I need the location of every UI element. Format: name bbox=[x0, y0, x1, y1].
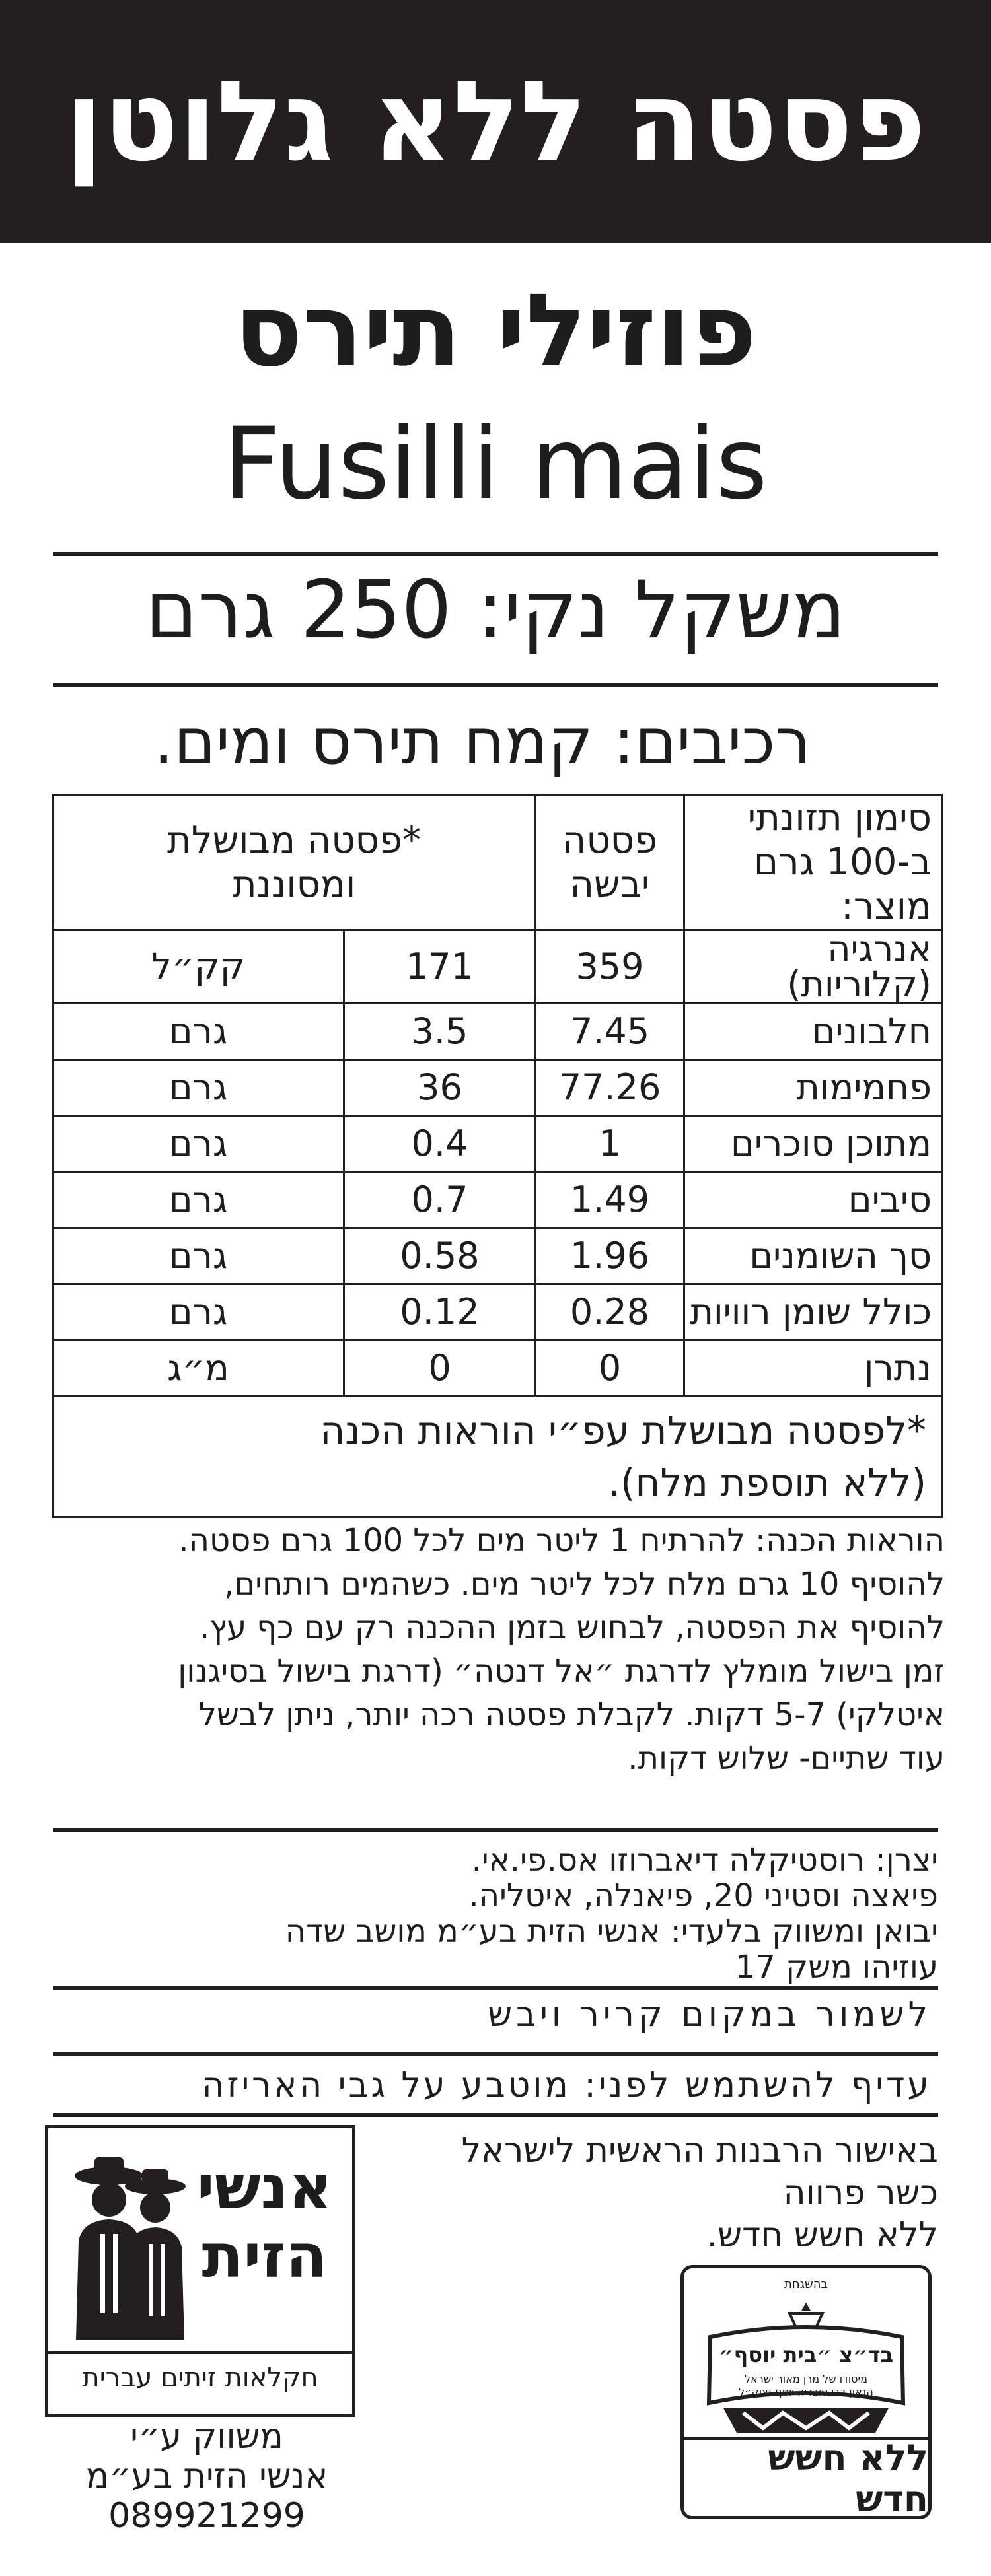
logo-name bbox=[190, 2153, 339, 2291]
divider bbox=[53, 683, 938, 687]
marketer-info bbox=[52, 2417, 362, 2536]
dry-value: 77.26 bbox=[536, 1059, 684, 1115]
seal-name: בד״צ ״בית יוסף״ bbox=[718, 2342, 894, 2367]
unit: גרם bbox=[53, 1284, 344, 1340]
nutrient-label: אנרגיה (קלוריות) bbox=[684, 930, 942, 1003]
unit: גרם bbox=[53, 1115, 344, 1171]
logo-divider bbox=[48, 2351, 352, 2354]
divider bbox=[53, 2113, 938, 2117]
unit: גרם bbox=[53, 1171, 344, 1228]
product-name-hebrew: פוזילי תירס bbox=[234, 272, 757, 389]
producer-line: יצרן: רוסטיקלה דיאברוזו אס.פי.אי. bbox=[471, 1842, 938, 1879]
header-label-line2: ב-100 גרם מוצר: bbox=[753, 841, 932, 928]
marketer-phone: 089921299 bbox=[108, 2496, 305, 2536]
marketer-line: משווק ע״י bbox=[130, 2417, 283, 2456]
seal-crown-icon bbox=[697, 2297, 915, 2439]
cooked-value: 0.12 bbox=[344, 1284, 536, 1340]
unit: גרם bbox=[53, 1059, 344, 1115]
kashrut-info bbox=[357, 2130, 938, 2256]
dry-value: 0.28 bbox=[536, 1284, 684, 1340]
kashrut-seal bbox=[680, 2265, 932, 2519]
unit: מ״ג bbox=[53, 1340, 344, 1396]
dry-value: 1.49 bbox=[536, 1171, 684, 1228]
prep-line: הוראות הכנה: להרתיח 1 ליטר מים לכל 100 גרם פסטה. bbox=[178, 1522, 945, 1559]
dry-value: 7.45 bbox=[536, 1003, 684, 1059]
footnote-line2: (ללא תוספת מלח). bbox=[608, 1459, 926, 1505]
nutrition-header-cooked bbox=[53, 795, 536, 930]
producer-line: פיאצה וסטיני 20, פיאנלה, איטליה. bbox=[468, 1877, 938, 1914]
dry-value: 359 bbox=[536, 930, 684, 1003]
logo-name-line2: הזית bbox=[202, 2221, 328, 2291]
nutrition-row bbox=[53, 1003, 942, 1059]
prep-line: להוסיף את הפסטה, לבחוש בזמן ההכנה רק עם כף עץ. bbox=[199, 1609, 945, 1646]
kashrut-line: ללא חשש חדש. bbox=[706, 2215, 938, 2255]
seal-subtitle bbox=[684, 2373, 928, 2399]
divider bbox=[53, 1828, 938, 1832]
unit: קק״ל bbox=[53, 930, 344, 1003]
divider bbox=[53, 1986, 938, 1990]
nutrition-header-row bbox=[53, 795, 942, 930]
ingredients: רכיבים: קמח תירס ומים. bbox=[153, 705, 811, 779]
nutrition-row bbox=[53, 1284, 942, 1340]
seal-sub-line1: מיסודו של מרן מאור ישראל bbox=[745, 2373, 867, 2385]
nutrient-label: פחמימות bbox=[684, 1059, 942, 1115]
nutrition-row bbox=[53, 1171, 942, 1228]
kashrut-line: כשר פרווה bbox=[783, 2173, 938, 2213]
nutrient-label: מתוכן סוכרים bbox=[684, 1115, 942, 1171]
nutrition-header-label bbox=[684, 795, 942, 930]
dry-value: 1 bbox=[536, 1115, 684, 1171]
net-weight: משקל נקי: 250 גרם bbox=[145, 565, 846, 656]
nutrition-row bbox=[53, 930, 942, 1003]
storage-instructions: לשמור במקום קריר ויבש bbox=[488, 1995, 932, 2035]
producer-line: יבואן ומשווק בלעדי: אנשי הזית בע״מ מושב שדה bbox=[285, 1913, 938, 1950]
producer-info bbox=[26, 1842, 938, 1985]
header-dry-line1: פסטה bbox=[562, 818, 658, 862]
prep-line: להוסיף 10 גרם מלח לכל ליטר מים. כשהמים רותחים, bbox=[224, 1566, 945, 1603]
prep-line: זמן בישול מומלץ לדרגת ״אל דנטה״ (דרגת בישול בסיגנון bbox=[178, 1653, 945, 1690]
nutrition-row bbox=[53, 1115, 942, 1171]
cooked-value: 36 bbox=[344, 1059, 536, 1115]
dry-value: 0 bbox=[536, 1340, 684, 1396]
divider bbox=[53, 2052, 938, 2056]
cooked-value: 171 bbox=[344, 930, 536, 1003]
logo-tagline: חקלאות זיתים עברית bbox=[82, 2363, 318, 2393]
seal-sub-line2: הגאון רבי עובדיה יוסף זצוק״ל bbox=[739, 2386, 873, 2398]
prep-line: עוד שתיים- שלוש דקות. bbox=[628, 1740, 945, 1777]
divider bbox=[53, 552, 938, 556]
cooked-value: 0 bbox=[344, 1340, 536, 1396]
cooked-value: 0.7 bbox=[344, 1171, 536, 1228]
dry-value: 1.96 bbox=[536, 1228, 684, 1284]
nutrition-row bbox=[53, 1059, 942, 1115]
logo-name-line1: אנשי bbox=[196, 2152, 333, 2223]
producer-line: עוזיהו משק 17 bbox=[735, 1949, 938, 1986]
nutrient-label: כולל שומן רוויות bbox=[684, 1284, 942, 1340]
cooked-value: 3.5 bbox=[344, 1003, 536, 1059]
product-name-english: Fusilli mais bbox=[223, 407, 768, 522]
nutrition-header-dry bbox=[536, 795, 684, 930]
best-before: עדיף להשתמש לפני: מוטבע על גבי האריזה bbox=[202, 2066, 932, 2105]
header-cooked-line1: *פסטה מבושלת bbox=[167, 818, 421, 862]
prep-line: איטלקי) 5-7 דקות. לקבלת פסטה רכה יותר, ניתן לבשל bbox=[198, 1696, 945, 1733]
marketer-line: אנשי הזית בע״מ bbox=[85, 2456, 328, 2496]
banner-title: פסטה ללא גלוטן bbox=[65, 57, 926, 186]
nutrition-row bbox=[53, 1228, 942, 1284]
cooked-value: 0.4 bbox=[344, 1115, 536, 1171]
kashrut-line: באישור הרבנות הראשית לישראל bbox=[461, 2131, 938, 2171]
header-label-line1: סימון תזונתי bbox=[747, 796, 932, 839]
header-dry-line2: יבשה bbox=[569, 862, 650, 906]
unit: גרם bbox=[53, 1228, 344, 1284]
seal-footer: ללא חשש חדש bbox=[684, 2437, 928, 2516]
nutrition-footnote bbox=[53, 1396, 942, 1517]
header-cooked-line2: ומסוננת bbox=[232, 862, 356, 906]
nutrition-table bbox=[52, 794, 943, 1518]
nutrient-label: נתרן bbox=[684, 1340, 942, 1396]
nutrient-label: סך השומנים bbox=[684, 1228, 942, 1284]
preparation-instructions bbox=[33, 1519, 945, 1780]
footnote-line1: *לפסטה מבושלת עפ״י הוראות הכנה bbox=[320, 1408, 926, 1453]
cooked-value: 0.58 bbox=[344, 1228, 536, 1284]
brand-logo bbox=[45, 2125, 355, 2417]
unit: גרם bbox=[53, 1003, 344, 1059]
farmers-icon bbox=[63, 2148, 195, 2346]
nutrient-label: סיבים bbox=[684, 1171, 942, 1228]
nutrition-footnote-row bbox=[53, 1396, 942, 1517]
seal-tiny-text: בהשגחת bbox=[784, 2278, 828, 2291]
nutrient-label: חלבונים bbox=[684, 1003, 942, 1059]
nutrition-row bbox=[53, 1340, 942, 1396]
top-banner bbox=[0, 0, 991, 243]
